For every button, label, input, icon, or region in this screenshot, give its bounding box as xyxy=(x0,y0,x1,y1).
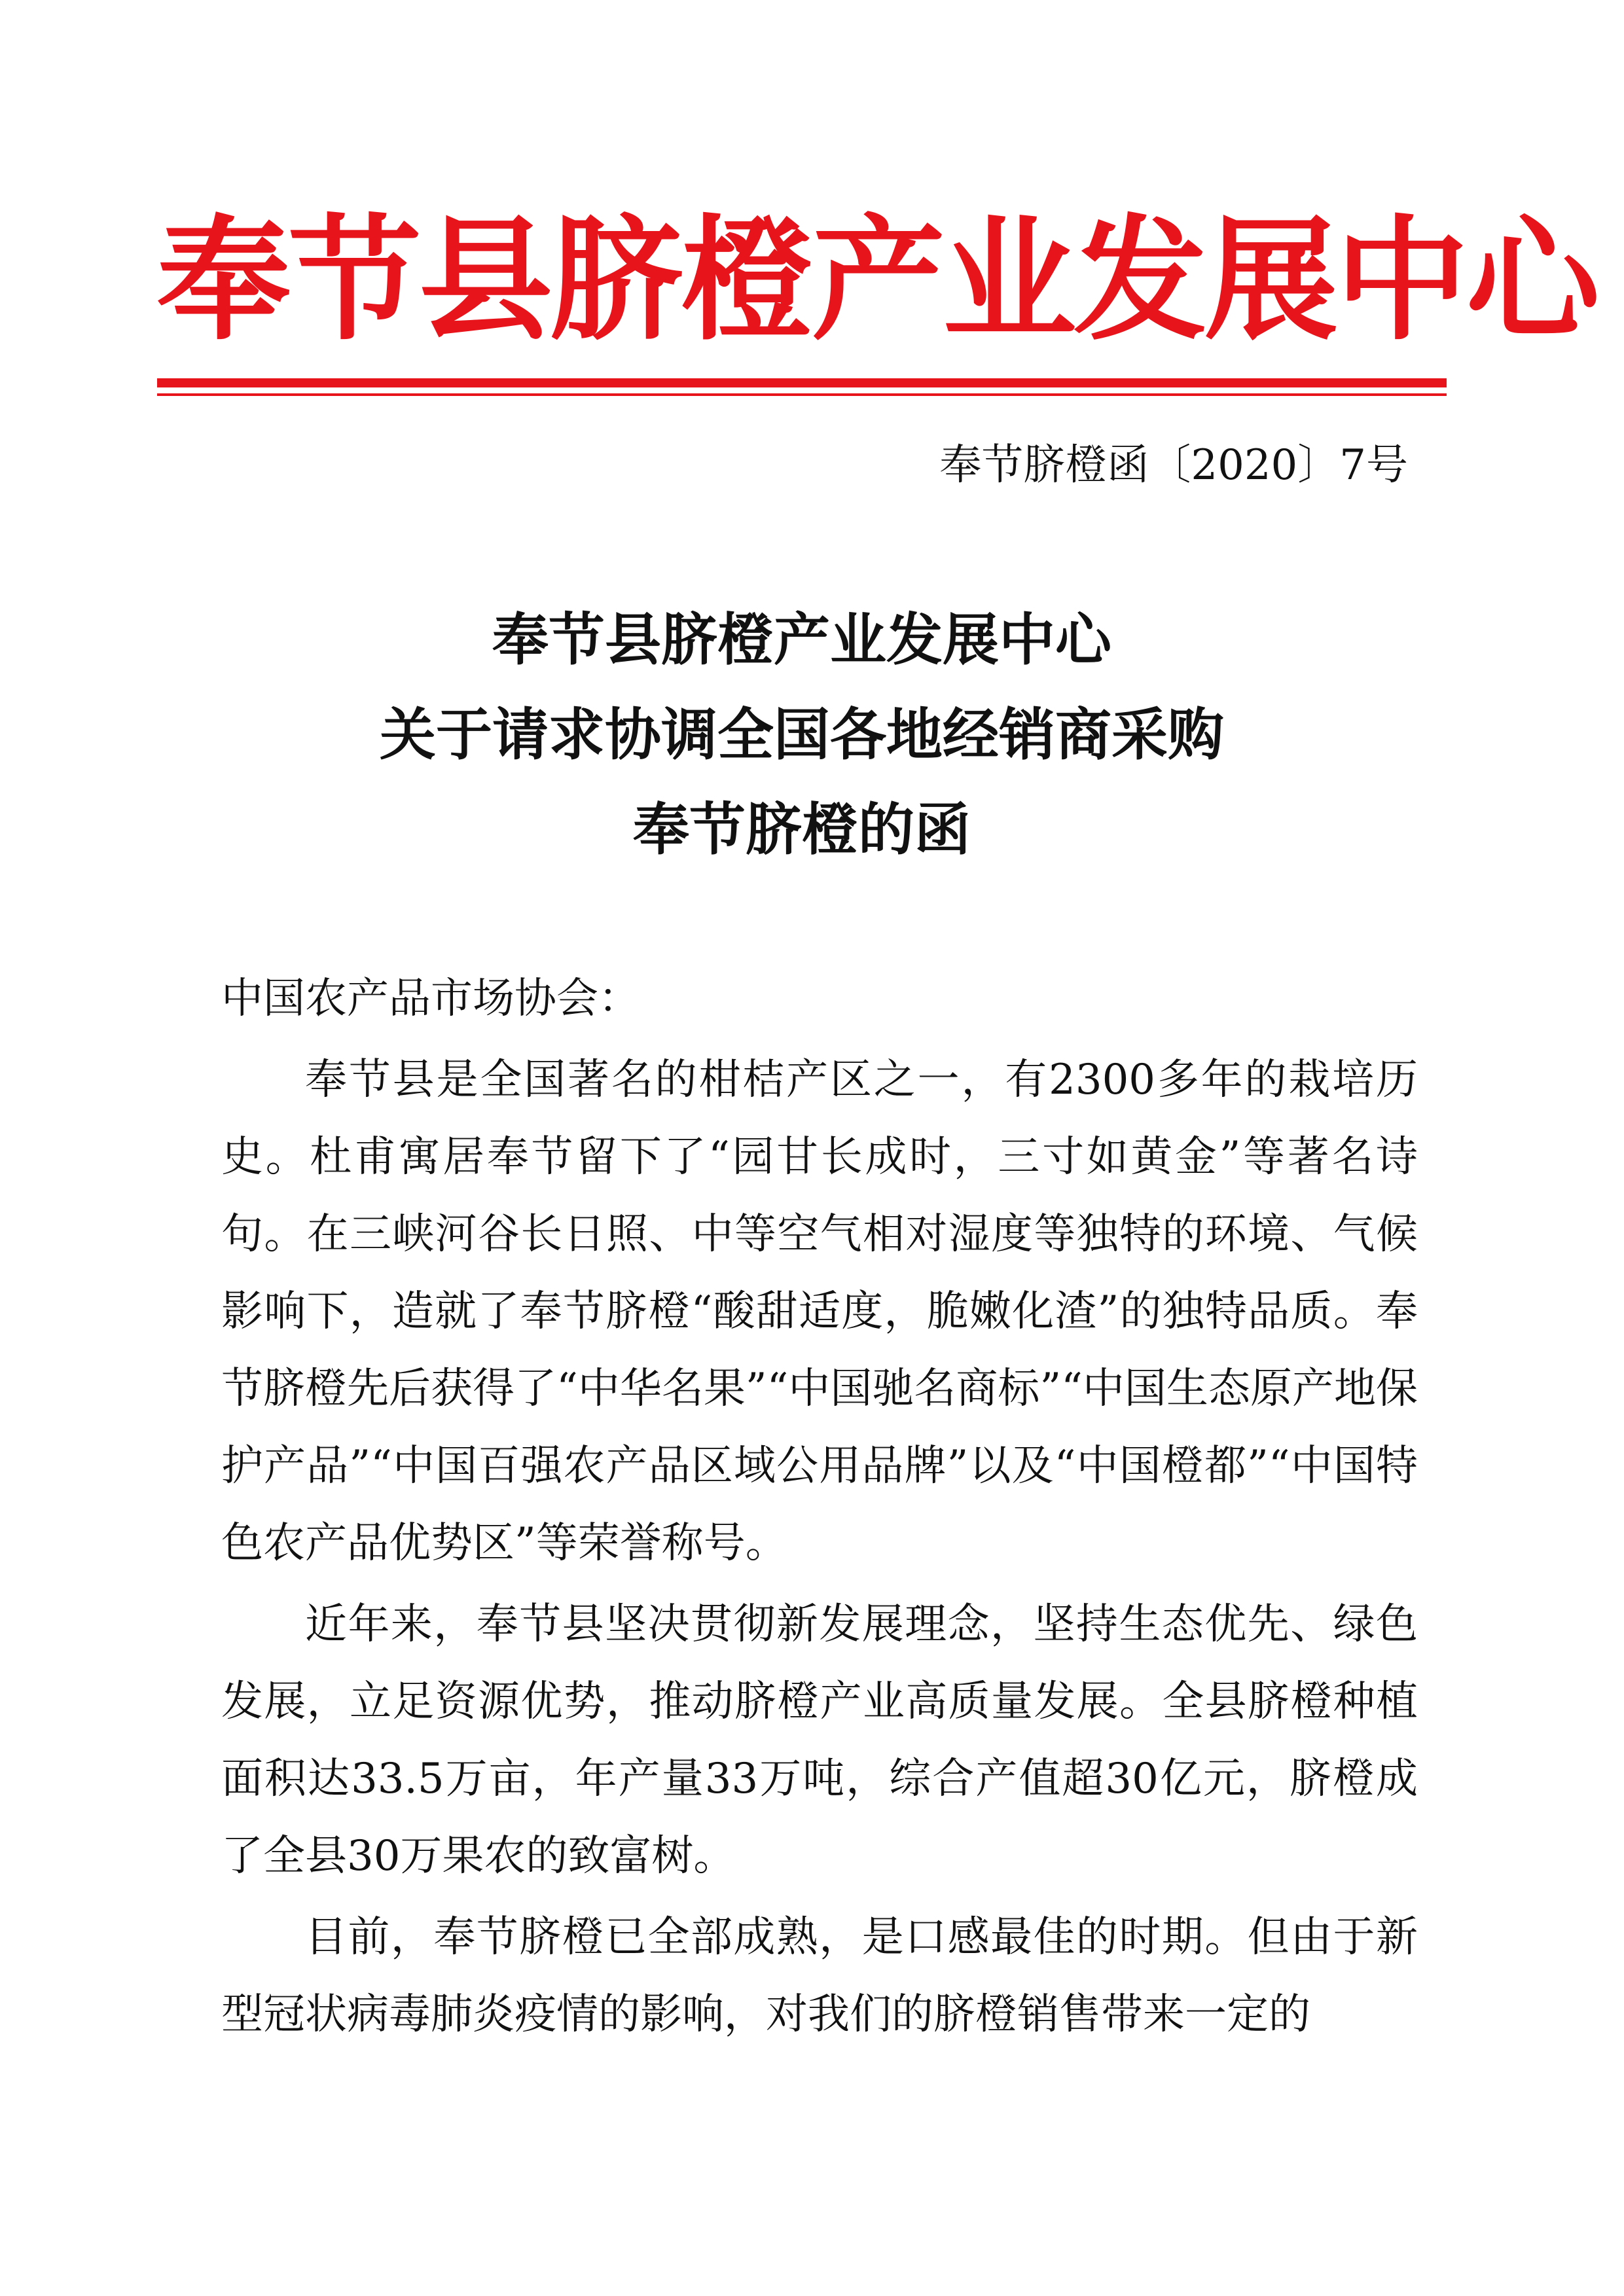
header-rule-thick xyxy=(157,378,1447,387)
salutation: 中国农产品市场协会： xyxy=(221,975,640,1023)
organization-header: 奉节县脐橙产业发展中心 xyxy=(157,204,1597,359)
letter-body xyxy=(221,960,1418,2053)
title-line-1: 奉节县脐橙产业发展中心 xyxy=(492,607,1111,673)
title-line-3: 奉节脐橙的函 xyxy=(633,797,971,863)
paragraph-3: 目前，奉节脐橙已全部成熟，是口感最佳的时期。但由于新型冠状病毒肺炎疫情的影响，对我们的脐橙销售带来一定的 xyxy=(221,1913,1418,2039)
header-rule-thin xyxy=(157,393,1447,396)
paragraph-1: 奉节县是全国著名的柑桔产区之一，有2300多年的栽培历史。杜甫寓居奉节留下了“园甘长成时，三寸如黄金”等著名诗句。在三峡河谷长日照、中等空气相对湿度等独特的环境、气候影响下，造就了奉节脐橙“酸甜适度，脆嫩化渣”的独特品质。奉节脐橙先后获得了“中华名果”“中国驰名商标”“中国生态原产地保护产品”“中国百强农产品区域公用品牌”以及“中国橙都”“中国特色农产品优势区”等荣誉称号。 xyxy=(221,1056,1418,1568)
document-number: 奉节脐橙函〔2020〕7号 xyxy=(939,441,1408,490)
title-line-2: 关于请求协调全国各地经销商采购 xyxy=(380,702,1224,768)
paragraph-2: 近年来，奉节县坚决贯彻新发展理念，坚持生态优先、绿色发展，立足资源优势，推动脐橙产业高质量发展。全县脐橙种植面积达33.5万亩，年产量33万吨，综合产值超30亿元，脐橙成了全县30万果农的致富树。 xyxy=(221,1600,1418,1880)
document-title xyxy=(157,592,1447,877)
